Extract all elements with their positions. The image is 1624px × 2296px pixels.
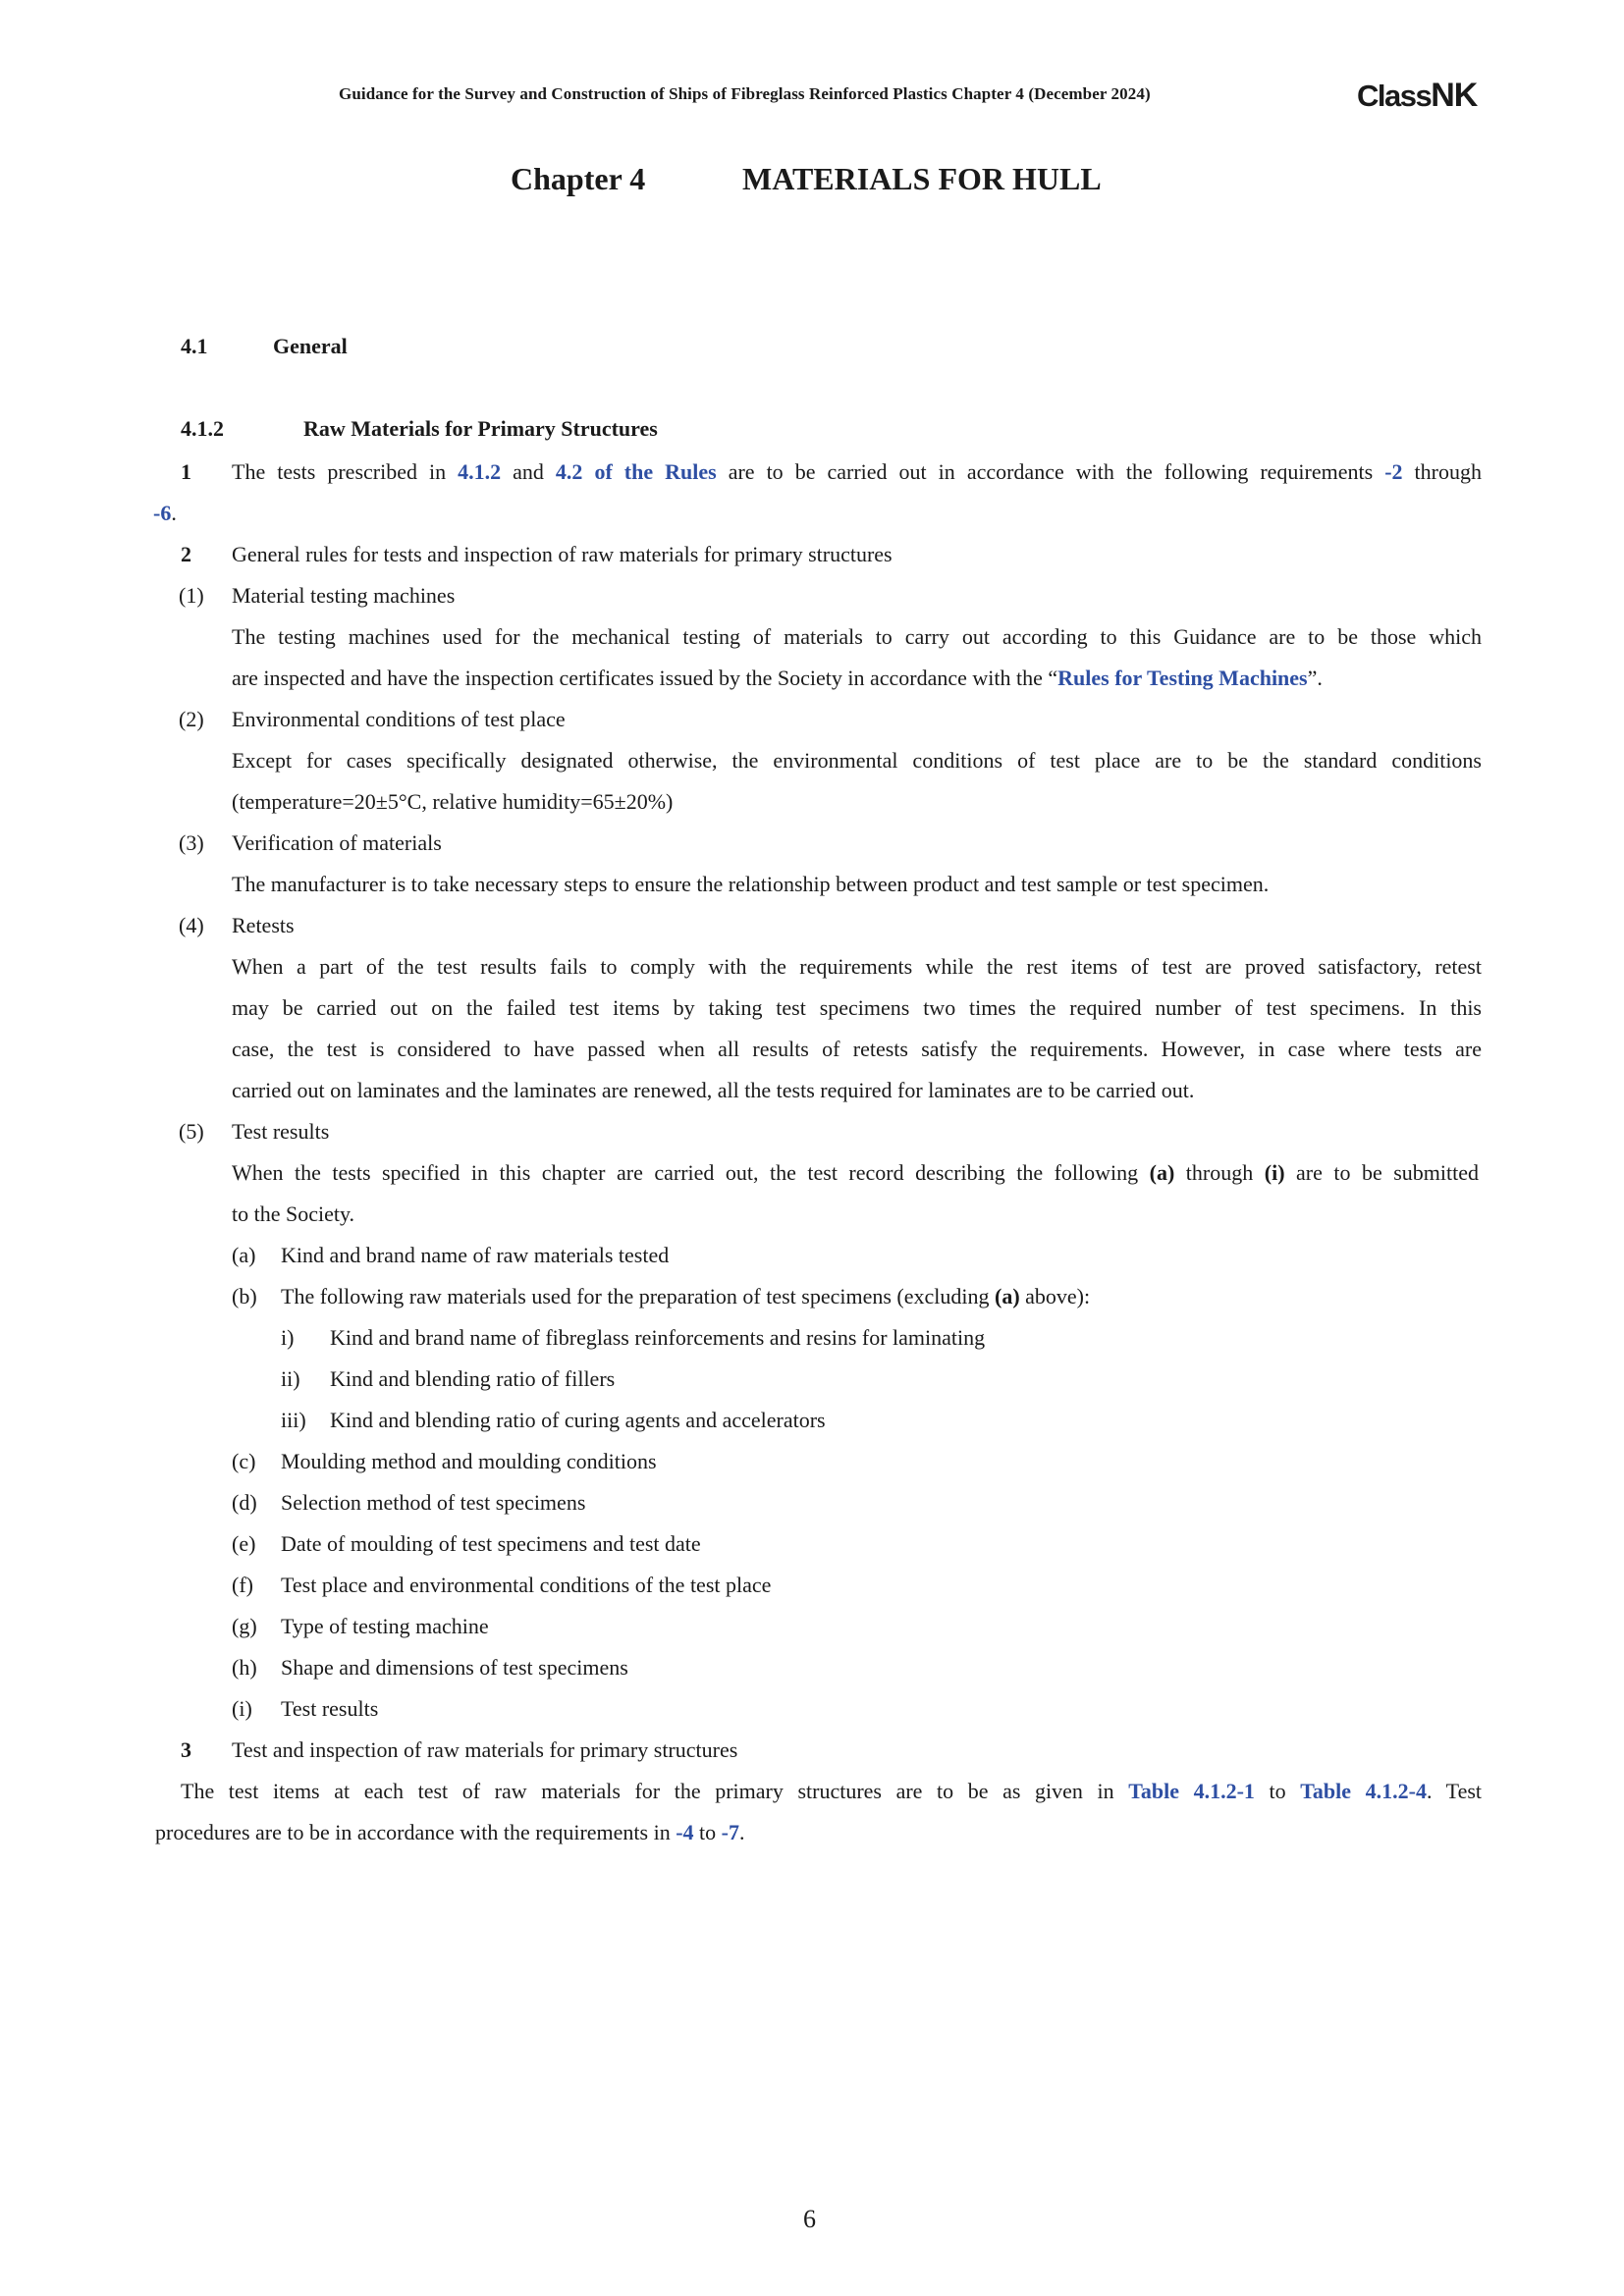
para-number-3: 3 — [181, 1737, 191, 1762]
item-5-body-line-1: When the tests specified in this chapter are carried out, the test record describing the following (a) through (i) are to be submitted — [232, 1160, 1479, 1185]
subitem-i-label: (i) — [232, 1696, 252, 1721]
subitem-b-iii-text: Kind and blending ratio of curing agents and accelerators — [330, 1408, 826, 1432]
running-header: Guidance for the Survey and Construction of Ships of Fibreglass Reinforced Plastics Chapter 4 (December 2024) — [339, 84, 1151, 103]
item-2-title: Environmental conditions of test place — [232, 707, 566, 731]
item-3-title: Verification of materials — [232, 830, 442, 855]
subitem-c-text: Moulding method and moulding conditions — [281, 1449, 657, 1473]
subitem-a-label: (a) — [232, 1243, 256, 1267]
subitem-g-text: Type of testing machine — [281, 1614, 489, 1638]
para-3-body-line-1: The test items at each test of raw materials for the primary structures are to be as given in Table 4.1.2-1 to Table 4.1.2-4. Test — [181, 1779, 1483, 1803]
chapter-title: MATERIALS FOR HULL — [742, 161, 1102, 196]
subitem-f-text: Test place and environmental conditions of the test place — [281, 1573, 772, 1597]
subitem-b-i-label: i) — [281, 1325, 295, 1350]
subitem-g-label: (g) — [232, 1614, 257, 1638]
logo-text-class: Class — [1357, 79, 1432, 113]
subitem-d-text: Selection method of test specimens — [281, 1490, 586, 1515]
section-heading — [181, 334, 348, 359]
item-1-body-line-2: are inspected and have the inspection certificates issued by the Society in accordance with the “Rules for Testing Machines”. — [232, 666, 1323, 690]
classnk-logo — [1357, 77, 1477, 115]
item-2-label: (2) — [179, 707, 204, 731]
subitem-b-i-text: Kind and brand name of fibreglass reinforcements and resins for laminating — [330, 1325, 986, 1350]
subitem-f-label: (f) — [232, 1573, 253, 1597]
link-4-1-2[interactable]: 4.1.2 — [458, 459, 502, 484]
para-2-text: General rules for tests and inspection of raw materials for primary structures — [232, 542, 893, 566]
para-1-line-1: The tests prescribed in 4.1.2 and 4.2 of the Rules are to be carried out in accordance with the following requirements -2 through — [232, 459, 1482, 484]
item-4-title: Retests — [232, 913, 295, 937]
subitem-b-label: (b) — [232, 1284, 257, 1308]
para-number-2: 2 — [181, 542, 191, 566]
subitem-b-iii-label: iii) — [281, 1408, 306, 1432]
item-4-body-line-3: case, the test is considered to have passed when all results of retests satisfy the requirements. However, in case where tests are — [232, 1037, 1482, 1061]
para-3-text: Test and inspection of raw materials for primary structures — [232, 1737, 738, 1762]
chapter-number: Chapter 4 — [511, 161, 646, 196]
link-table-4-1-2-1[interactable]: Table 4.1.2-1 — [1128, 1779, 1255, 1803]
subitem-d-label: (d) — [232, 1490, 257, 1515]
chapter-heading — [511, 161, 1102, 197]
subitem-h-text: Shape and dimensions of test specimens — [281, 1655, 628, 1680]
subsection-title: Raw Materials for Primary Structures — [303, 416, 658, 441]
item-1-label: (1) — [179, 583, 204, 608]
item-4-body-line-4: carried out on laminates and the laminates are renewed, all the tests required for laminates are to be carried out. — [232, 1078, 1195, 1102]
para-number-1: 1 — [181, 459, 191, 484]
item-1-title: Material testing machines — [232, 583, 456, 608]
item-2-body-line-2: (temperature=20±5°C, relative humidity=65±20%) — [232, 789, 674, 814]
item-4-body-line-2: may be carried out on the failed test items by taking test specimens two times the required number of test specimens. In this — [232, 995, 1482, 1020]
subitem-h-label: (h) — [232, 1655, 257, 1680]
link-minus-4[interactable]: -4 — [676, 1820, 694, 1844]
page-number: 6 — [803, 2205, 816, 2233]
para-3-body-line-2: procedures are to be in accordance with the requirements in -4 to -7. — [155, 1820, 745, 1844]
section-title: General — [273, 334, 348, 358]
item-5-title: Test results — [232, 1119, 330, 1144]
link-rules-for-testing-machines[interactable]: Rules for Testing Machines — [1057, 666, 1308, 690]
link-table-4-1-2-4[interactable]: Table 4.1.2-4 — [1300, 1779, 1427, 1803]
link-minus-7[interactable]: -7 — [721, 1820, 739, 1844]
logo-text-nk: NK — [1431, 77, 1478, 114]
item-4-body-line-1: When a part of the test results fails to comply with the requirements while the rest items of test are proved satisfactory, retest — [232, 954, 1482, 979]
subitem-c-label: (c) — [232, 1449, 256, 1473]
subitem-b-ii-label: ii) — [281, 1366, 300, 1391]
subitem-b-ii-text: Kind and blending ratio of fillers — [330, 1366, 616, 1391]
link-minus-6[interactable]: -6 — [153, 501, 172, 525]
item-3-label: (3) — [179, 830, 204, 855]
subsection-heading — [181, 416, 658, 442]
subsection-number: 4.1.2 — [181, 416, 224, 441]
subitem-e-label: (e) — [232, 1531, 256, 1556]
subitem-e-text: Date of moulding of test specimens and test date — [281, 1531, 701, 1556]
item-2-body-line-1: Except for cases specifically designated otherwise, the environmental conditions of test place are to be the standard conditions — [232, 748, 1482, 773]
item-5-body-line-2: to the Society. — [232, 1201, 355, 1226]
link-4-2-of-the-rules[interactable]: 4.2 of the Rules — [555, 459, 717, 484]
section-number: 4.1 — [181, 334, 208, 358]
item-4-label: (4) — [179, 913, 204, 937]
subitem-a-text: Kind and brand name of raw materials tested — [281, 1243, 670, 1267]
link-minus-2[interactable]: -2 — [1384, 459, 1403, 484]
item-1-body-line-1: The testing machines used for the mechanical testing of materials to carry out according to this Guidance are to be those which — [232, 624, 1482, 649]
para-1-line-2: -6. — [153, 501, 177, 525]
subitem-b-text: The following raw materials used for the preparation of test specimens (excluding (a) above): — [281, 1284, 1091, 1308]
item-3-body-line-1: The manufacturer is to take necessary steps to ensure the relationship between product and test sample or test specimen. — [232, 872, 1270, 896]
subitem-i-text: Test results — [281, 1696, 379, 1721]
item-5-label: (5) — [179, 1119, 204, 1144]
